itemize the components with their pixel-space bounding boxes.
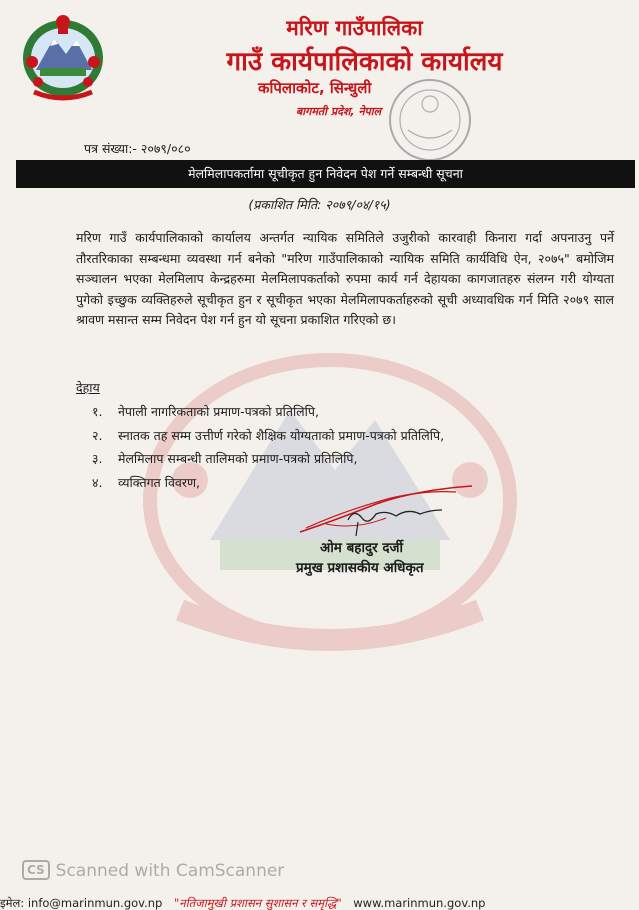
published-date: (प्रकाशित मिति: २०७९/०४/१५) bbox=[248, 197, 391, 212]
list-item-number: ३. bbox=[92, 451, 103, 466]
footer-website: www.marinmun.gov.np bbox=[353, 896, 486, 910]
notice-title-banner: मेलमिलापकर्तामा सूचीकृत हुन निवेदन पेश गर्ने सम्बन्धी सूचना bbox=[16, 160, 635, 188]
list-item-text: मेलमिलाप सम्बन्धी तालिमको प्रमाण-पत्रको प्रतिलिपि, bbox=[117, 451, 358, 466]
list-item-text: व्यक्तिगत विवरण, bbox=[117, 474, 200, 490]
list-item-text: स्नातक तह सम्म उत्तीर्ण गरेको शैक्षिक योग्यताको प्रमाण-पत्रको प्रतिलिपि, bbox=[117, 427, 445, 443]
notice-body: मरिण गाउँ कार्यपालिकाको कार्यालय अन्तर्गत न्यायिक समितिले उजुरीको कारवाही किनारा गर्दा अपनाउनु पर्ने तौरतरिकाका सम्बन्धमा व्यवस्था गर्न बनेको "मरिण गाउँपालिकाको न्यायिक समिति कार्यविधि ऐन, २०७५" बमोजिम सञ्चालन भएका मेलमिलाप केन्द्रहरुमा मेलमिलापकर्ताको रुपमा कार्य गर्न देहायका कागजातहरु संलग्न गरी योग्यता पुगेको इच्छुक व्यक्तिहरुले सूचीकृत हुन र सूचीकृत भएका मेलमिलापकर्ताहरुको सूची अध्यावधिक गर्न मिति २०७९ साल श्रावण मसान्त सम्म निवेदन पेश गर्न हुन यो सूचना प्रकाशित गरिएको छ। bbox=[76, 230, 614, 327]
municipality-name: मरिण गाउँपालिका bbox=[286, 16, 423, 40]
official-stamp bbox=[386, 76, 474, 164]
list-item bbox=[92, 400, 444, 424]
office-address: कपिलाकोट, सिन्धुली bbox=[258, 79, 372, 97]
camscanner-text: Scanned with CamScanner bbox=[55, 861, 285, 881]
list-item-number: ४. bbox=[92, 474, 103, 490]
list-item-number: १. bbox=[92, 404, 103, 419]
signatory-name: ओम बहादुर दर्जी bbox=[320, 540, 404, 556]
list-item-text: नेपाली नागरिकताको प्रमाण-पत्रको प्रतिलिपि, bbox=[117, 404, 319, 419]
province-name: बागमती प्रदेश, नेपाल bbox=[296, 105, 382, 118]
footer bbox=[0, 896, 639, 910]
footer-email: इमेल: info@marinmun.gov.np bbox=[0, 896, 163, 910]
list-item bbox=[92, 447, 444, 471]
list-item bbox=[92, 424, 444, 448]
list-item-number: २. bbox=[92, 427, 103, 443]
signatory-title: प्रमुख प्रशासकीय अधिकृत bbox=[296, 560, 424, 576]
camscanner-badge: CS bbox=[22, 860, 50, 880]
footer-slogan: "नतिजामुखी प्रशासन सुशासन र समृद्धि" bbox=[173, 896, 342, 910]
camscanner-watermark bbox=[22, 860, 284, 881]
office-name: गाउँ कार्यपालिकाको कार्यालय bbox=[226, 47, 503, 77]
list-heading: देहाय bbox=[76, 380, 100, 395]
reference-number: पत्र संख्या:- २०७९/०८० bbox=[84, 141, 191, 156]
